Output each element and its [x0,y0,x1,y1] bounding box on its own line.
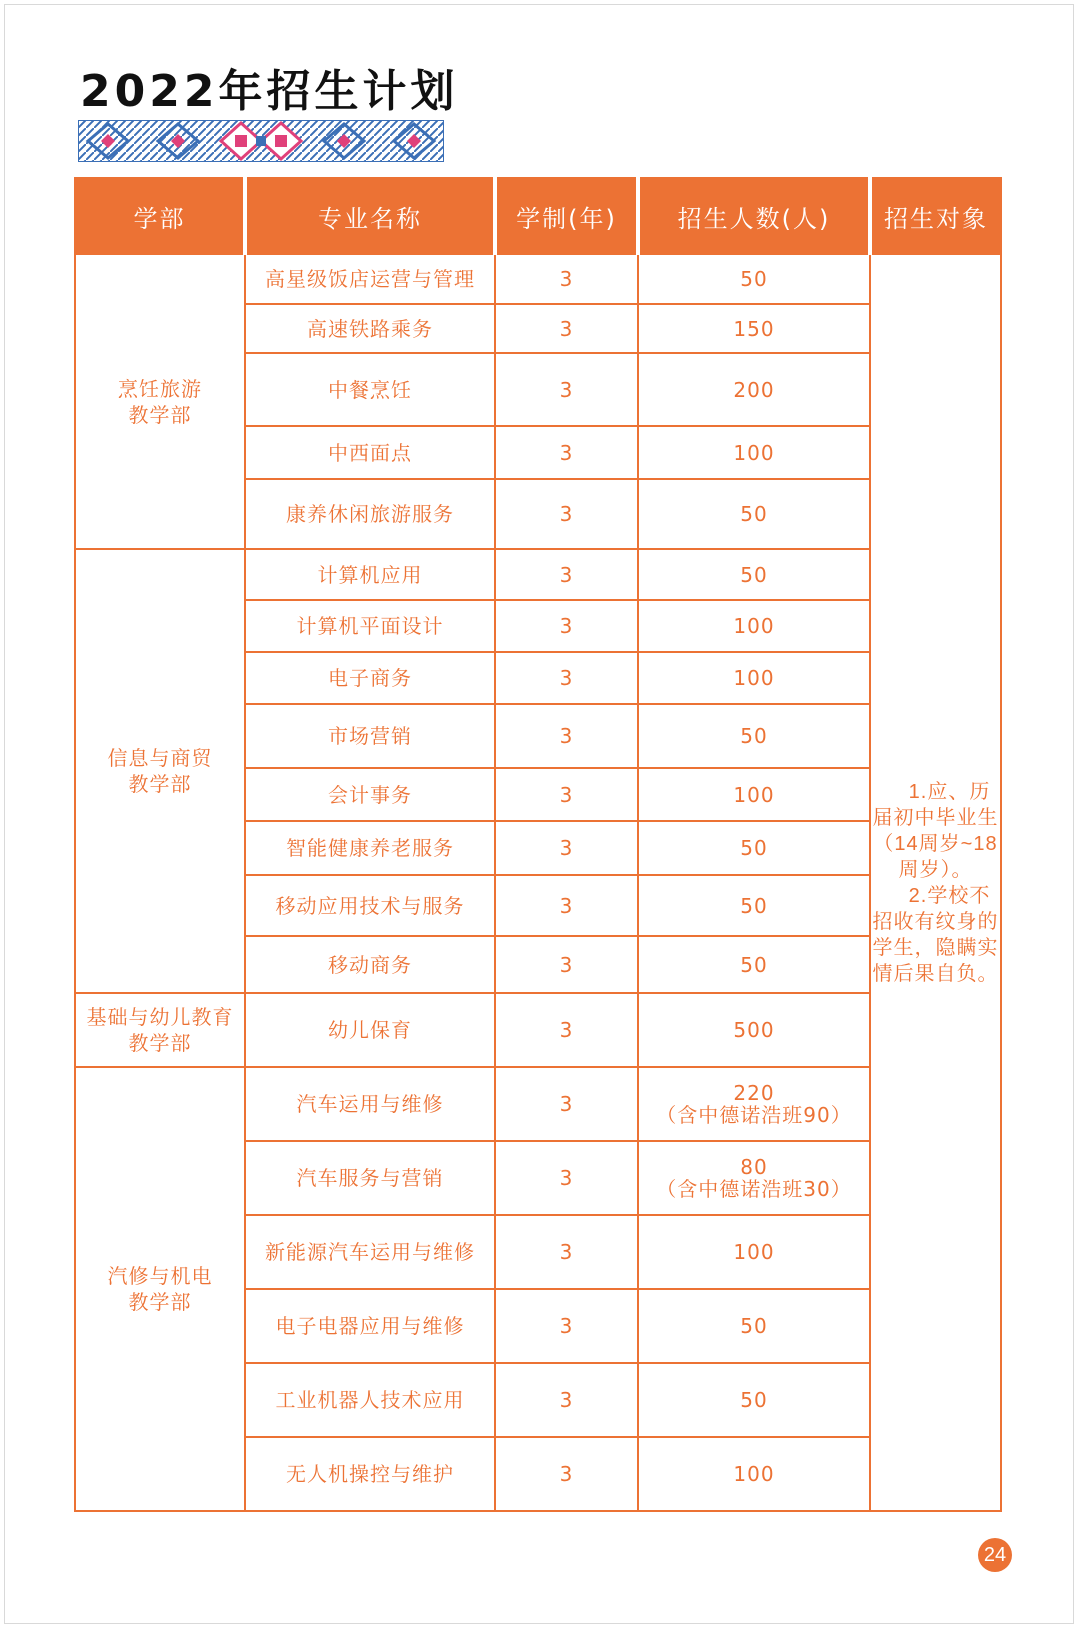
years-cell: 3 [495,652,638,704]
years-cell: 3 [495,426,638,479]
major-cell: 高速铁路乘务 [245,304,495,353]
table-header-row [75,178,1001,254]
header-target: 招生对象 [870,178,1001,254]
count-cell: 50 [638,254,870,304]
years-cell: 3 [495,1289,638,1363]
count-cell: 100 [638,768,870,821]
years-cell: 3 [495,1437,638,1511]
target-cell [870,254,1001,1511]
count-cell: 100 [638,1215,870,1289]
count-cell: 500 [638,993,870,1067]
major-cell: 计算机平面设计 [245,600,495,652]
count-cell: 50 [638,1363,870,1437]
department-cell: 基础与幼儿教育 教学部 [75,993,245,1067]
table-row [75,549,1001,600]
count-cell: 100 [638,652,870,704]
major-cell: 中西面点 [245,426,495,479]
page-title: 2022年招生计划 [80,66,459,117]
count-cell: 50 [638,549,870,600]
count-cell: 220 （含中德诺浩班90） [638,1067,870,1141]
major-cell: 工业机器人技术应用 [245,1363,495,1437]
table-row [75,1067,1001,1141]
header-years: 学制(年) [495,178,638,254]
major-cell: 计算机应用 [245,549,495,600]
department-cell: 信息与商贸 教学部 [75,549,245,993]
major-cell: 移动商务 [245,936,495,993]
count-cell: 150 [638,304,870,353]
ethnic-pattern-band [78,120,444,162]
years-cell: 3 [495,600,638,652]
major-cell: 智能健康养老服务 [245,821,495,875]
major-cell: 康养休闲旅游服务 [245,479,495,549]
years-cell: 3 [495,821,638,875]
years-cell: 3 [495,479,638,549]
table-row [75,254,1001,304]
major-cell: 汽车服务与营销 [245,1141,495,1215]
target-line-2: 2.学校不招收有纹身的学生，隐瞒实情后果自负。 [872,884,999,985]
count-cell: 100 [638,600,870,652]
department-cell: 烹饪旅游 教学部 [75,254,245,549]
count-cell: 100 [638,426,870,479]
count-cell: 50 [638,821,870,875]
department-cell: 汽修与机电 教学部 [75,1067,245,1511]
years-cell: 3 [495,353,638,426]
header-count: 招生人数(人) [638,178,870,254]
major-cell: 汽车运用与维修 [245,1067,495,1141]
major-cell: 市场营销 [245,704,495,768]
count-cell: 50 [638,1289,870,1363]
table-row [75,993,1001,1067]
major-cell: 新能源汽车运用与维修 [245,1215,495,1289]
count-cell: 100 [638,1437,870,1511]
count-cell: 50 [638,936,870,993]
years-cell: 3 [495,254,638,304]
years-cell: 3 [495,704,638,768]
major-cell: 电子电器应用与维修 [245,1289,495,1363]
header-major: 专业名称 [245,178,495,254]
page-number-badge: 24 [978,1538,1012,1572]
enrollment-table [74,177,1002,1512]
target-line-1: 1.应、历届初中毕业生（14周岁~18周岁）。 [872,780,999,881]
count-cell: 50 [638,479,870,549]
years-cell: 3 [495,993,638,1067]
major-cell: 会计事务 [245,768,495,821]
years-cell: 3 [495,304,638,353]
count-cell: 200 [638,353,870,426]
major-cell: 中餐烹饪 [245,353,495,426]
years-cell: 3 [495,1363,638,1437]
count-cell: 50 [638,704,870,768]
major-cell: 电子商务 [245,652,495,704]
major-cell: 移动应用技术与服务 [245,875,495,936]
count-cell: 80 （含中德诺浩班30） [638,1141,870,1215]
years-cell: 3 [495,1067,638,1141]
count-cell: 50 [638,875,870,936]
major-cell: 无人机操控与维护 [245,1437,495,1511]
major-cell: 高星级饭店运营与管理 [245,254,495,304]
years-cell: 3 [495,549,638,600]
years-cell: 3 [495,1215,638,1289]
years-cell: 3 [495,768,638,821]
years-cell: 3 [495,875,638,936]
major-cell: 幼儿保育 [245,993,495,1067]
header-department: 学部 [75,178,245,254]
years-cell: 3 [495,936,638,993]
years-cell: 3 [495,1141,638,1215]
